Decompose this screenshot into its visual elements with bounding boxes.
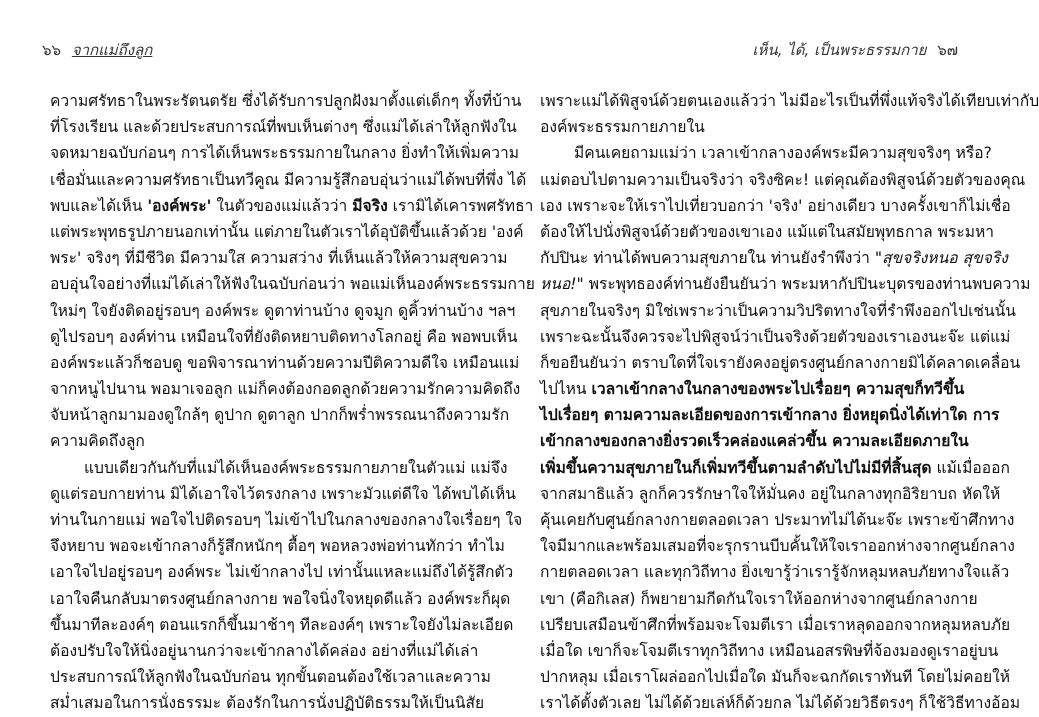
body-text: ความคิดถึงลูก bbox=[50, 432, 145, 451]
text-line bbox=[50, 324, 518, 350]
text-line bbox=[50, 193, 534, 219]
text-line bbox=[540, 219, 995, 245]
body-text: ไปไหน bbox=[540, 380, 592, 399]
text-line bbox=[540, 376, 965, 402]
body-text: ประสบการณ์ให้ลูกฟังในฉบับก่อน ทุกขั้นตอนต้องใช้เวลาและความ bbox=[50, 668, 491, 687]
emphasis-text: 'องค์พระ' bbox=[147, 196, 212, 215]
body-text: ท่านในกายแม่ พอใจไปติดรอบๆ ไม่เข้าไปในกลางของกลางใจเรื่อยๆ ใจ bbox=[50, 511, 523, 529]
text-line bbox=[50, 690, 485, 716]
text-line bbox=[50, 167, 527, 193]
text-line bbox=[540, 612, 1011, 638]
text-line bbox=[540, 298, 1016, 324]
body-text: ก็ขอยืนยันว่า ตราบใดที่ใจเรายังคงอยู่ตรงศูนย์กลางกายมิได้คลาดเคลื่อน bbox=[540, 353, 1021, 372]
body-text: ปากหลุม เมื่อเราโผล่ออกไปเมื่อใด มันก็จะฉกกัดเราทันที โดยไม่คอยให้ bbox=[540, 668, 1011, 687]
text-line bbox=[540, 245, 1008, 271]
body-text: องค์พระธรรมกายภายใน bbox=[540, 118, 705, 137]
body-text: แม่ตอบไปตามความเป็นจริงว่า จริงซิคะ! แต่คุณต้องพิสูจน์ด้วยตัวของคุณ bbox=[540, 170, 1026, 189]
body-text: ต้องให้ไปนั่งพิสูจน์ด้วยตัวของเขาเอง แม้แต่ในสมัยพุทธกาล พระมหา bbox=[540, 222, 995, 241]
body-text: ใจมีมากและพร้อมเสมอที่จะรุกรานบีบคั้นให้ใจเราออกห่างจากศูนย์กลาง bbox=[540, 537, 1015, 556]
text-line bbox=[540, 559, 1010, 585]
body-text: เปรียบเสมือนข้าศึกที่พร้อมจะโจมตีเรา เมื่อเราหลุดออกจากหลุมหลบภัย bbox=[540, 615, 1011, 634]
text-line bbox=[540, 324, 1011, 350]
text-line bbox=[540, 88, 1039, 114]
body-text: กายตลอดเวลา และทุกวิถีทาง ยิ่งเขารู้ว่าเรารู้จักหลุมหลบภัยทางใจแล้ว bbox=[540, 563, 1010, 582]
text-line bbox=[50, 245, 508, 271]
quote-text: "สุขจริงหนอ สุขจริง bbox=[874, 249, 1008, 268]
right-page-body bbox=[540, 88, 1039, 717]
body-text: แต่พระพุทธรูปภายนอกเท่านั้น แต่ภายในตัวเราได้อุบัติขึ้นแล้วด้วย 'องค์ bbox=[50, 222, 524, 241]
body-text: จากหนูไปนาน พอมาเจอลูก แม่ก็คงต้องกอดลูกด้วยความรักความคิดถึง bbox=[50, 380, 521, 399]
text-line bbox=[50, 638, 479, 664]
body-text: เพราะฉะนั้นจึงควรจะไปพิสูจน์ว่าเป็นจริงด้วยตัวของเราเองนะจ๊ะ แต่แม่ bbox=[540, 327, 1011, 346]
body-text: ในตัวของแม่แล้วว่า bbox=[211, 196, 353, 215]
body-text: กัปปินะ ท่านได้พบความสุขภายใน ท่านยังรำพึงว่า bbox=[540, 249, 875, 268]
body-text: ขึ้นมาทีละองค์ๆ ตอนแรกก็ขึ้นมาช้าๆ ทีละองค์ๆ เพราะใจยังไม่ละเอียด bbox=[50, 615, 514, 634]
left-page-header bbox=[36, 38, 152, 62]
body-text: พระพุทธองค์ท่านยังยืนยันว่า พระมหากัปปินะบุตรของท่านพบความ bbox=[583, 275, 1031, 294]
right-page-header bbox=[752, 38, 964, 62]
emphasis-text: เข้ากลางของกลางยิ่งรวดเร็วคล่องแคล่วขึ้น ความละเอียดภายใน bbox=[540, 432, 969, 451]
text-line bbox=[50, 114, 517, 140]
text-line bbox=[540, 586, 978, 612]
body-text: สม่ำเสมอในการนั่งธรรมะ ต้องรักในการนั่งปฏิบัติธรรมให้เป็นนิสัย bbox=[50, 694, 485, 713]
body-text: อบอุ่นใจอย่างที่แม่ได้เล่าให้ฟังในฉบับก่อนว่า พอแม่เห็นองค์พระธรรมกาย bbox=[50, 275, 535, 294]
emphasis-text: มีจริง bbox=[352, 196, 388, 215]
emphasis-text: ไปเรื่อยๆ ตามความละเอียดของการเข้ากลาง ยิ่งหยุดนิ่งได้เท่าใด การ bbox=[540, 406, 1000, 425]
body-text: พบและได้เห็น bbox=[50, 196, 148, 215]
text-line bbox=[50, 586, 511, 612]
text-line bbox=[50, 559, 514, 585]
body-text: คุ้นเคยกับศูนย์กลางกายตลอดเวลา ประมาทไม่ได้นะจ๊ะ เพราะข้าศึกทาง bbox=[540, 511, 1015, 529]
body-text: จับหน้าลูกมามองดูใกล้ๆ ดูปาก ดูตาลูก ปากก็พร่ำพรรณนาถึงความรัก bbox=[50, 406, 510, 425]
body-text: เอง เพราะจะให้เราไปเที่ยวบอกว่า 'จริง' อย่างเดียว บางครั้งเขาก็ไม่เชื่อ bbox=[540, 196, 1011, 215]
text-line bbox=[50, 219, 524, 245]
text-line bbox=[540, 428, 969, 454]
body-text: สุขภายในจริงๆ มิใช่เพราะว่าเป็นความวิปริตทางใจที่รำพึงออกไปเช่นนั้น bbox=[540, 301, 1016, 320]
text-line bbox=[540, 402, 1000, 428]
text-line bbox=[50, 298, 516, 324]
body-text: ใหม่ๆ ใจยังติดอยู่รอบๆ องค์พระ ดูตาท่านบ้าง ดูจมูก ดูคิ้วท่านบ้าง ฯลฯ bbox=[50, 301, 516, 320]
body-text: เขา (คือกิเลส) ก็พยายามกีดกันใจเราให้ออกห่างจากศูนย์กลางกาย bbox=[540, 589, 978, 608]
text-line bbox=[50, 612, 514, 638]
body-text: ความศรัทธาในพระรัตนตรัย ซึ่งได้รับการปลูกฝังมาตั้งแต่เด็กๆ ทั้งที่บ้าน bbox=[50, 92, 522, 110]
text-line bbox=[50, 455, 508, 481]
quote-text: หนอ!" bbox=[540, 275, 584, 294]
text-line bbox=[540, 638, 999, 664]
text-line bbox=[540, 455, 1010, 481]
text-line bbox=[540, 140, 992, 166]
body-text: เรามิได้เคารพศรัทธา bbox=[387, 196, 534, 215]
body-text: ที่โรงเรียน และด้วยประสบการณ์ที่พบเห็นต่างๆ ซึ่งแม่ได้เล่าให้ลูกฟังใน bbox=[50, 118, 517, 137]
emphasis-text: เวลาเข้ากลางในกลางของพระไปเรื่อยๆ ความสุขก็ทวีขึ้น bbox=[591, 380, 965, 399]
emphasis-text: เพิ่มขึ้นความสุขภายในก็เพิ่มทวีขึ้นตามลำดับไปไม่มีที่สิ้นสุด bbox=[540, 458, 932, 477]
text-line bbox=[50, 350, 520, 376]
text-line bbox=[50, 140, 520, 166]
body-text: ต้องปรับใจให้นิ่งอยู่นานกว่าจะเข้ากลางได้คล่อง อย่างที่แม่ได้เล่า bbox=[50, 641, 479, 660]
left-page-body bbox=[50, 88, 535, 717]
body-text: เมื่อใด เขาก็จะโจมตีเราทุกวิถีทาง เหมือนอสรพิษที่จ้องมองดูเราอยู่บน bbox=[540, 641, 999, 660]
body-text: เชื่อมั่นและความศรัทธาเป็นทวีคูณ มีความรู้สึกอบอุ่นว่าแม่ได้พบที่พึ่ง ได้ bbox=[50, 170, 527, 189]
body-text: มีคนเคยถามแม่ว่า เวลาเข้ากลางองค์พระมีความสุขจริงๆ หรือ? bbox=[574, 144, 992, 163]
body-text: พระ' จริงๆ ที่มีชีวิต มีความใส ความสว่าง ที่เห็นแล้วให้ความสุขความ bbox=[50, 249, 508, 268]
text-line bbox=[50, 481, 516, 507]
body-text: องค์พระแล้วก็ชอบดู ขอพิจารณาท่านด้วยความปีติความดีใจ เหมือนแม่ bbox=[50, 353, 520, 372]
body-text: เอาใจคืนกลับมาตรงศูนย์กลางกาย พอใจนิ่งใจหยุดดีแล้ว องค์พระก็ผุด bbox=[50, 589, 511, 608]
text-line bbox=[540, 271, 1031, 297]
body-text: จดหมายฉบับก่อนๆ การได้เห็นพระธรรมกายในกลาง ยิ่งทำให้เพิ่มความ bbox=[50, 144, 520, 163]
body-text: จึงหยาบ พอจะเข้ากลางก็รู้สึกหนักๆ ตื้อๆ พอหลวงพ่อท่านทักว่า ทำไม bbox=[50, 537, 505, 556]
chapter-title: เห็น, ได้, เป็นพระธรรมกาย bbox=[752, 41, 927, 59]
left-page-number: ๖๖ bbox=[42, 41, 62, 59]
body-text: เพราะแม่ได้พิสูจน์ด้วยตนเองแล้วว่า ไม่มีอะไรเป็นที่พึ่งแท้จริงได้เทียบเท่ากับ bbox=[540, 92, 1039, 110]
body-text: แม้เมื่อออก bbox=[931, 458, 1010, 477]
text-line bbox=[540, 167, 1026, 193]
text-line bbox=[50, 271, 535, 297]
text-line bbox=[540, 350, 1021, 376]
text-line bbox=[540, 193, 1011, 219]
text-line bbox=[540, 507, 1015, 533]
text-line bbox=[50, 533, 505, 559]
text-line bbox=[540, 481, 1001, 507]
right-page bbox=[500, 0, 1039, 713]
text-line bbox=[50, 428, 468, 454]
text-line bbox=[50, 402, 510, 428]
text-line bbox=[540, 690, 1021, 716]
body-text: เราได้ตั้งตัวเลย ไม่ได้ด้วยเล่ห์ก็ด้วยกล ไม่ได้ด้วยวิธีตรงๆ ก็ใช้วิธีทางอ้อม bbox=[540, 694, 1021, 713]
body-text: ดูแต่รอบกายท่าน มิได้เอาใจไว้ตรงกลาง เพราะมัวแต่ดีใจ ได้พบได้เห็น bbox=[50, 484, 516, 503]
text-line bbox=[50, 664, 491, 690]
book-title: จากแม่ถึงลูก bbox=[71, 41, 153, 59]
text-line bbox=[540, 533, 1015, 559]
text-line bbox=[540, 114, 958, 140]
body-text: แบบเดียวกันกับที่แม่ได้เห็นองค์พระธรรมกายภายในตัวแม่ แม่จึง bbox=[84, 458, 508, 477]
text-line bbox=[50, 376, 521, 402]
right-page-number: ๖๗ bbox=[937, 41, 958, 59]
body-text: จากสมาธิแล้ว ลูกก็ควรรักษาใจให้มั่นคง อยู่ในกลางทุกอิริยาบถ หัดให้ bbox=[540, 484, 1001, 503]
text-line bbox=[50, 507, 523, 533]
text-line bbox=[50, 88, 522, 114]
body-text: เอาใจไปอยู่รอบๆ องค์พระ ไม่เข้ากลางไป เท่านั้นแหละแม่ถึงได้รู้สึกตัว bbox=[50, 563, 514, 582]
text-line bbox=[540, 664, 1011, 690]
body-text: ดูไปรอบๆ องค์ท่าน เหมือนใจที่ยังติดหยาบติดทางโลกอยู่ คือ พอพบเห็น bbox=[50, 327, 518, 346]
